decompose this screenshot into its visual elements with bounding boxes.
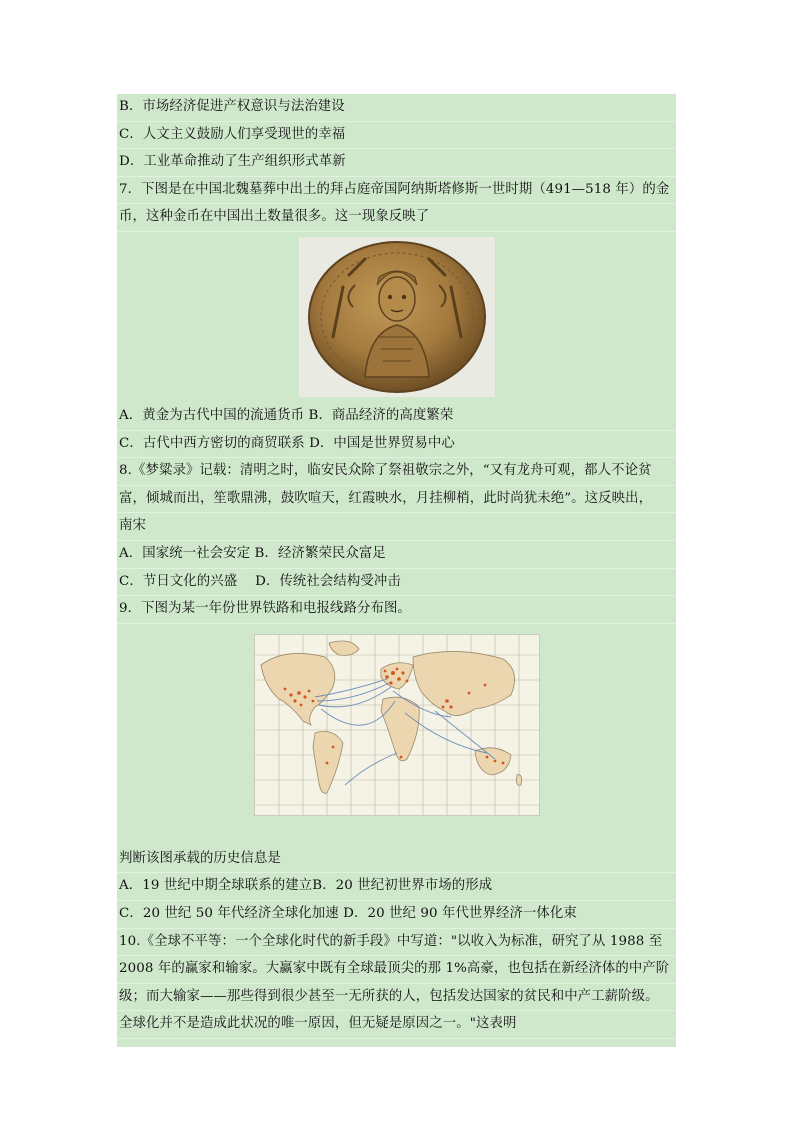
question-8-option-ab: A．国家统一社会安定 B．经济繁荣民众富足 [117, 541, 676, 569]
coin-figure [117, 232, 676, 403]
question-8-stem-line-2: 富，倾城而出，笙歌鼎沸，鼓吹喧天，红霞映水，月挂柳梢，此时尚犹未绝”。这反映出， [117, 486, 676, 514]
world-railway-telegraph-map [254, 634, 540, 816]
lines-top [117, 94, 676, 232]
question-9-and-10 [117, 846, 676, 1039]
question-10-stem-line-2: 2008 年的赢家和输家。大赢家中既有全球最顶尖的那 1%高豪，也包括在新经济体的中产阶 [117, 956, 676, 984]
question-7-stem-line-2: 币，这种金币在中国出土数量很多。这一现象反映了 [117, 204, 676, 232]
question-9-stem: 9．下图为某一年份世界铁路和电报线路分布图。 [117, 596, 676, 624]
question-8-stem-line-3: 南宋 [117, 513, 676, 541]
question-8 [117, 458, 676, 624]
question-7-stem-line-1: 7．下图是在中国北魏墓葬中出土的拜占庭帝国阿纳斯塔修斯一世时期（491—518 年）的金 [117, 177, 676, 205]
question-sheet [117, 94, 676, 1047]
question-9-prompt: 判断该图承载的历史信息是 [117, 846, 676, 874]
question-8-option-cd: C．节日文化的兴盛 D．传统社会结构受冲击 [117, 569, 676, 597]
question-10-stem-line-1: 10.《全球不平等：一个全球化时代的新手段》中写道："以收入为标准，研究了从 1988 至 [117, 929, 676, 957]
option-b-prev: B．市场经济促进产权意识与法治建设 [117, 94, 676, 122]
question-7-option-ab: A．黄金为古代中国的流通货币 B．商品经济的高度繁荣 [117, 403, 676, 431]
byzantine-coin-image [299, 237, 495, 397]
question-7-option-cd: C．古代中西方密切的商贸联系 D．中国是世界贸易中心 [117, 431, 676, 459]
map-figure [117, 624, 676, 846]
question-8-stem-line-1: 8.《梦粱录》记载：清明之时，临安民众除了祭祖敬宗之外，“又有龙舟可观，都人不论贫 [117, 458, 676, 486]
question-10-stem-line-3: 级；而大输家——那些得到很少甚至一无所获的人，包括发达国家的贫民和中产工薪阶级。 [117, 984, 676, 1012]
option-d-prev: D．工业革命推动了生产组织形式革新 [117, 149, 676, 177]
question-7-options [117, 403, 676, 458]
option-c-prev: C．人文主义鼓励人们享受现世的幸福 [117, 122, 676, 150]
question-9-option-ab: A．19 世纪中期全球联系的建立B．20 世纪初世界市场的形成 [117, 873, 676, 901]
question-9-option-cd: C．20 世纪 50 年代经济全球化加速 D．20 世纪 90 年代世界经济一体化束 [117, 901, 676, 929]
question-10-stem-line-4: 全球化并不是造成此状况的唯一原因，但无疑是原因之一。"这表明 [117, 1011, 676, 1039]
